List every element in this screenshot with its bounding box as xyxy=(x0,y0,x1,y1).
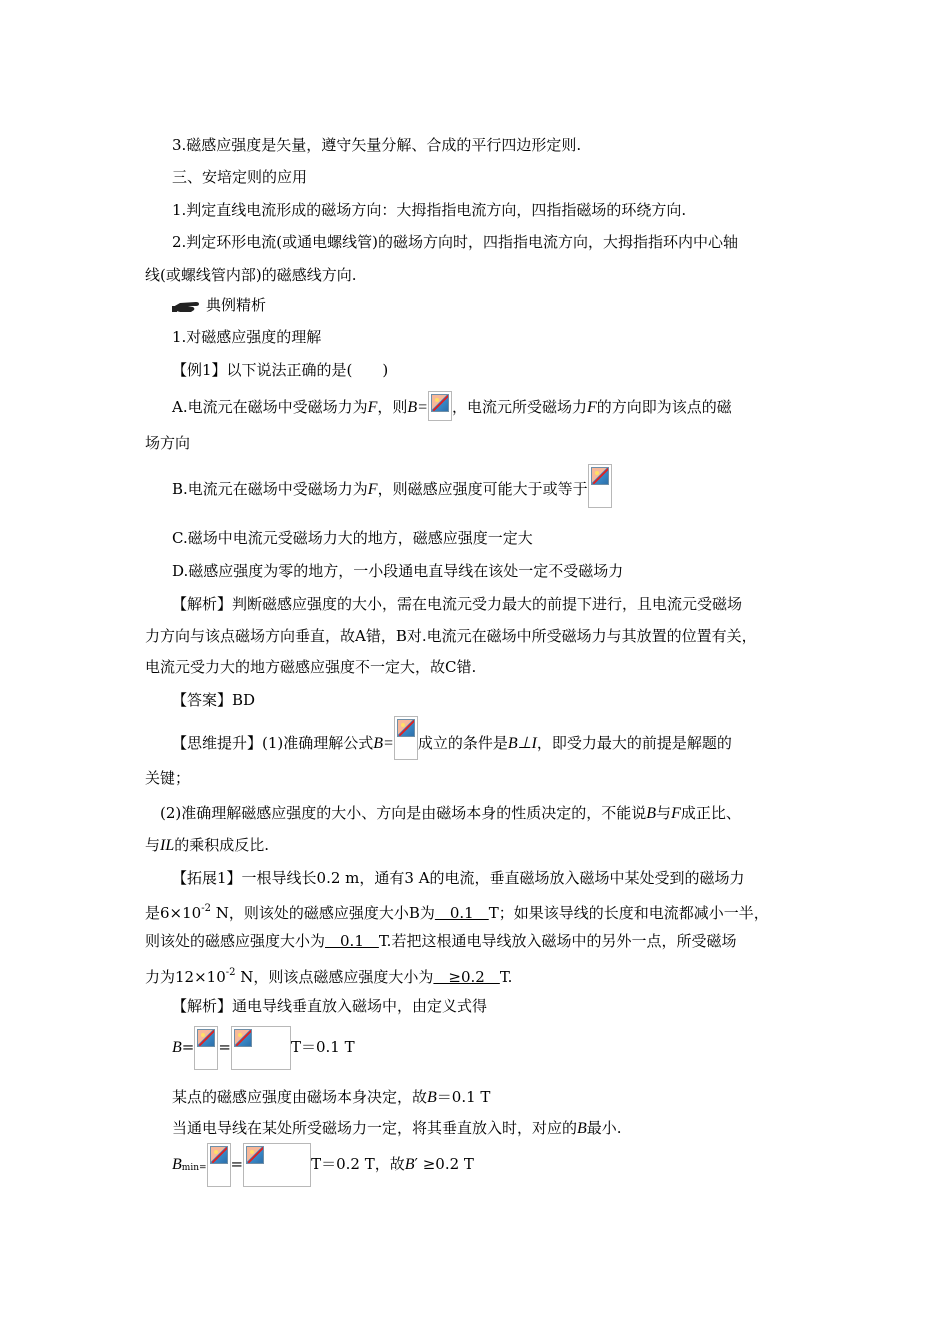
broken-image-icon xyxy=(197,1029,215,1047)
solution-formula: B= = T＝0.1 T xyxy=(172,1026,355,1070)
fill-blank: 0.1 xyxy=(325,932,379,950)
text-line: 线(或螺线管内部)的磁感线方向. xyxy=(145,266,357,284)
solution-text: 某点的磁感应强度由磁场本身决定，故B＝0.1 T xyxy=(172,1088,491,1106)
example-heading xyxy=(172,295,266,315)
extension-text: 是$6\times 10^{-2}$ N，则该处的磁感应强度大小B为 0.1 T；如果该导线的长度和电流都减小一半， xyxy=(145,903,769,922)
broken-image-icon xyxy=(246,1146,264,1164)
option-c: C.磁场中电流元受磁场力大的地方，磁感应强度一定大 xyxy=(172,529,533,547)
extension-text: 则该处的磁感应强度大小为 0.1 T.若把这根通电导线放入磁场中的另外一点，所受磁场 xyxy=(145,932,737,950)
formula-image xyxy=(243,1143,311,1187)
broken-image-icon xyxy=(431,394,449,412)
subsection-heading: 1.对磁感应强度的理解 xyxy=(172,328,322,346)
broken-image-icon xyxy=(591,467,609,485)
broken-image-icon xyxy=(397,719,415,737)
answer-text: 【答案】BD xyxy=(172,691,256,709)
formula-image xyxy=(231,1026,291,1070)
text-line: 2.判定环形电流(或通电螺线管)的磁场方向时，四指指电流方向，大拇指指环内中心轴 xyxy=(172,233,739,251)
text-line: 3.磁感应强度是矢量，遵守矢量分解、合成的平行四边形定则. xyxy=(172,136,582,154)
extension-text: 力为$12\times 10^{-2}$ N，则该点磁感应强度大小为 ≥0.2 T. xyxy=(145,967,513,986)
extension-text: 【拓展1】一根导线长0.2 m，通有3 A的电流，垂直磁场放入磁场中某处受到的磁场力 xyxy=(172,869,745,887)
formula-image xyxy=(207,1143,231,1187)
broken-image-icon xyxy=(234,1029,252,1047)
option-b: B.电流元在磁场中受磁场力为F，则磁感应强度可能大于或等于 xyxy=(172,468,612,512)
option-a: A.电流元在磁场中受磁场力为F，则B= ，电流元所受磁场力F的方向即为该点的磁 xyxy=(172,393,732,423)
insight-text: 与IL的乘积成反比. xyxy=(145,836,270,854)
example-question: 【例1】以下说法正确的是( ) xyxy=(172,361,389,379)
text-line: 场方向 xyxy=(145,434,191,452)
formula-image xyxy=(194,1026,218,1070)
section-heading: 三、安培定则的应用 xyxy=(172,168,308,186)
analysis-text: 电流元受力大的地方磁感应强度不一定大，故C错. xyxy=(145,658,477,676)
text-line: 1.判定直线电流形成的磁场方向：大拇指指电流方向，四指指磁场的环绕方向. xyxy=(172,201,687,219)
insight-text: 关键； xyxy=(145,769,191,787)
solution-text: 【解析】通电导线垂直放入磁场中，由定义式得 xyxy=(172,997,488,1015)
fill-blank: ≥0.2 xyxy=(433,968,500,986)
analysis-text: 【解析】判断磁感应强度的大小，需在电流元受力最大的前提下进行，且电流元受磁场 xyxy=(172,595,743,613)
formula-image xyxy=(588,464,612,508)
formula-image xyxy=(428,391,452,421)
pointing-hand-icon xyxy=(172,298,206,314)
solution-text: 当通电导线在某处所受磁场力一定，将其垂直放入时，对应的B最小. xyxy=(172,1119,622,1137)
analysis-text: 力方向与该点磁场方向垂直，故A错，B对.电流元在磁场中所受磁场力与其放置的位置有关， xyxy=(145,627,757,645)
broken-image-icon xyxy=(210,1146,228,1164)
insight-text: (2)准确理解磁感应强度的大小、方向是由磁场本身的性质决定的，不能说B与F成正比、 xyxy=(160,804,741,822)
fill-blank: 0.1 xyxy=(434,904,489,922)
formula-image xyxy=(394,716,418,760)
example-heading-text: 典例精析 xyxy=(206,296,267,314)
option-d: D.磁感应强度为零的地方，一小段通电直导线在该处一定不受磁场力 xyxy=(172,562,624,580)
insight-text: 【思维提升】(1)准确理解公式B= 成立的条件是B⊥I，即受力最大的前提是解题的 xyxy=(172,722,732,766)
solution-formula: $B_{min=}$ = T＝0.2 T，故B′ ≥0.2 T xyxy=(172,1143,474,1189)
